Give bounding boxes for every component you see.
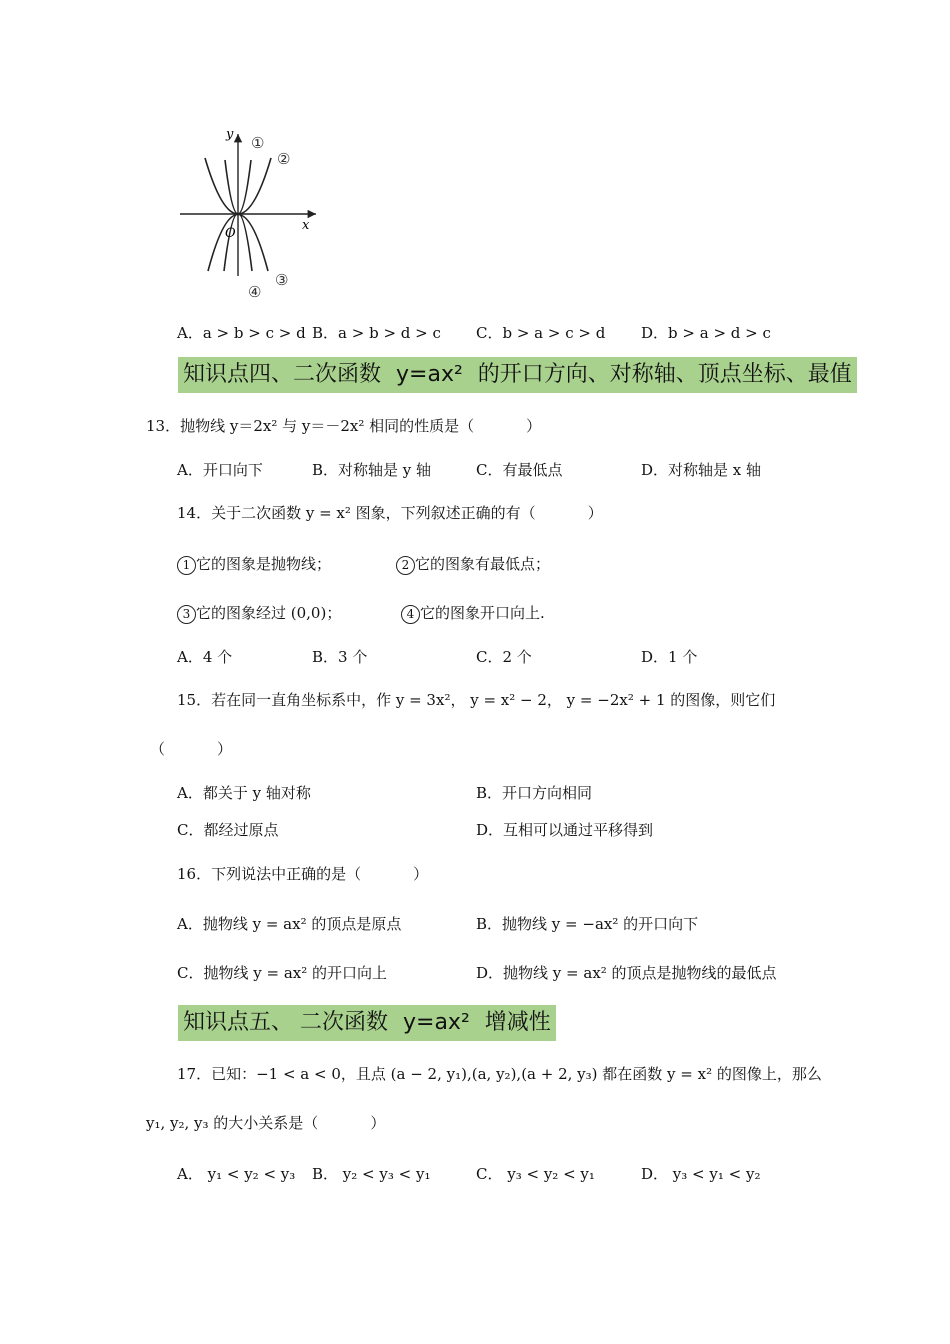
q13-option-b[interactable]: B．对称轴是 y 轴 [312, 461, 432, 479]
q17-option-b[interactable]: B． y₂ < y₃ < y₁ [312, 1165, 431, 1183]
y-axis-label: y [226, 127, 234, 142]
circled-1: 1 [177, 556, 196, 575]
q14-statement-1: 1 它的图象是抛物线； [177, 554, 331, 575]
q16-option-a[interactable]: A．抛物线 y = ax² 的顶点是原点 [177, 915, 402, 933]
q13-option-d[interactable]: D．对称轴是 x 轴 [641, 461, 762, 479]
q14-statement-4: 4 它的图象开口向上. [401, 603, 545, 624]
q17-option-a[interactable]: A． y₁ < y₂ < y₃ [177, 1165, 296, 1183]
curve-label-2: ② [277, 150, 291, 168]
section-5-formula: y=ax² [403, 1010, 470, 1035]
q14-statement-2: 2 它的图象有最低点； [396, 554, 550, 575]
curve-label-4: ④ [248, 283, 262, 301]
q15-stem: 15．若在同一直角坐标系中，作 y = 3x²， y = x² − 2， y = −2x² + 1 的图像，则它们 [177, 691, 776, 709]
q13-stem: 13．抛物线 y＝2x² 与 y＝－2x² 相同的性质是（ ） [146, 417, 542, 435]
circled-2: 2 [396, 556, 415, 575]
q17-stem: 17．已知：−1 < a < 0，且点 (a − 2, y₁),(a, y₂),(a + 2, y₃) 都在函数 y = x² 的图像上，那么 [177, 1065, 822, 1083]
q17-stem-cont: y₁, y₂, y₃ 的大小关系是（ ） [146, 1114, 386, 1132]
q14-option-d[interactable]: D．1 个 [641, 648, 698, 666]
circled-4: 4 [401, 605, 420, 624]
q12-option-a[interactable]: A．a > b > c > d [177, 324, 306, 342]
q15-option-c[interactable]: C．都经过原点 [177, 821, 279, 839]
section-4-formula: y=ax² [396, 362, 463, 387]
q15-option-a[interactable]: A．都关于 y 轴对称 [177, 784, 311, 802]
q16-option-b[interactable]: B．抛物线 y = −ax² 的开口向下 [476, 915, 699, 933]
section-5-heading [178, 1005, 556, 1041]
section-4-heading [178, 357, 857, 393]
q14-stem: 14．关于二次函数 y = x² 图象，下列叙述正确的有（ ） [177, 504, 603, 522]
q17-option-d[interactable]: D． y₃ < y₁ < y₂ [641, 1165, 761, 1183]
q17-option-c[interactable]: C． y₃ < y₂ < y₁ [476, 1165, 595, 1183]
parabola-figure [176, 126, 326, 306]
section-4-prefix: 知识点四、二次函数 [183, 362, 382, 387]
q15-option-b[interactable]: B．开口方向相同 [476, 784, 593, 802]
q14-option-b[interactable]: B．3 个 [312, 648, 368, 666]
curve-label-3: ③ [275, 271, 289, 289]
x-axis-label: x [302, 218, 310, 233]
circled-3: 3 [177, 605, 196, 624]
q13-option-a[interactable]: A．开口向下 [177, 461, 263, 479]
section-5-prefix: 知识点五、 二次函数 [183, 1010, 388, 1035]
q16-stem: 16．下列说法中正确的是（ ） [177, 865, 429, 883]
q14-option-a[interactable]: A．4 个 [177, 648, 233, 666]
q15-paren: （ ） [150, 740, 233, 758]
section-5-suffix: 增减性 [484, 1010, 551, 1035]
section-4-suffix: 的开口方向、对称轴、顶点坐标、最值 [477, 362, 852, 387]
origin-label: O [225, 226, 236, 241]
curve-label-1: ① [251, 134, 265, 152]
q14-statement-3: 3 它的图象经过 (0,0)； [177, 603, 341, 624]
q12-option-b[interactable]: B．a > b > d > c [312, 324, 441, 342]
q14-option-c[interactable]: C．2 个 [476, 648, 532, 666]
q12-option-c[interactable]: C．b > a > c > d [476, 324, 606, 342]
q16-option-d[interactable]: D．抛物线 y = ax² 的顶点是抛物线的最低点 [476, 964, 777, 982]
q16-option-c[interactable]: C．抛物线 y = ax² 的开口向上 [177, 964, 388, 982]
q15-option-d[interactable]: D．互相可以通过平移得到 [476, 821, 654, 839]
q12-option-d[interactable]: D．b > a > d > c [641, 324, 771, 342]
q13-option-c[interactable]: C．有最低点 [476, 461, 563, 479]
